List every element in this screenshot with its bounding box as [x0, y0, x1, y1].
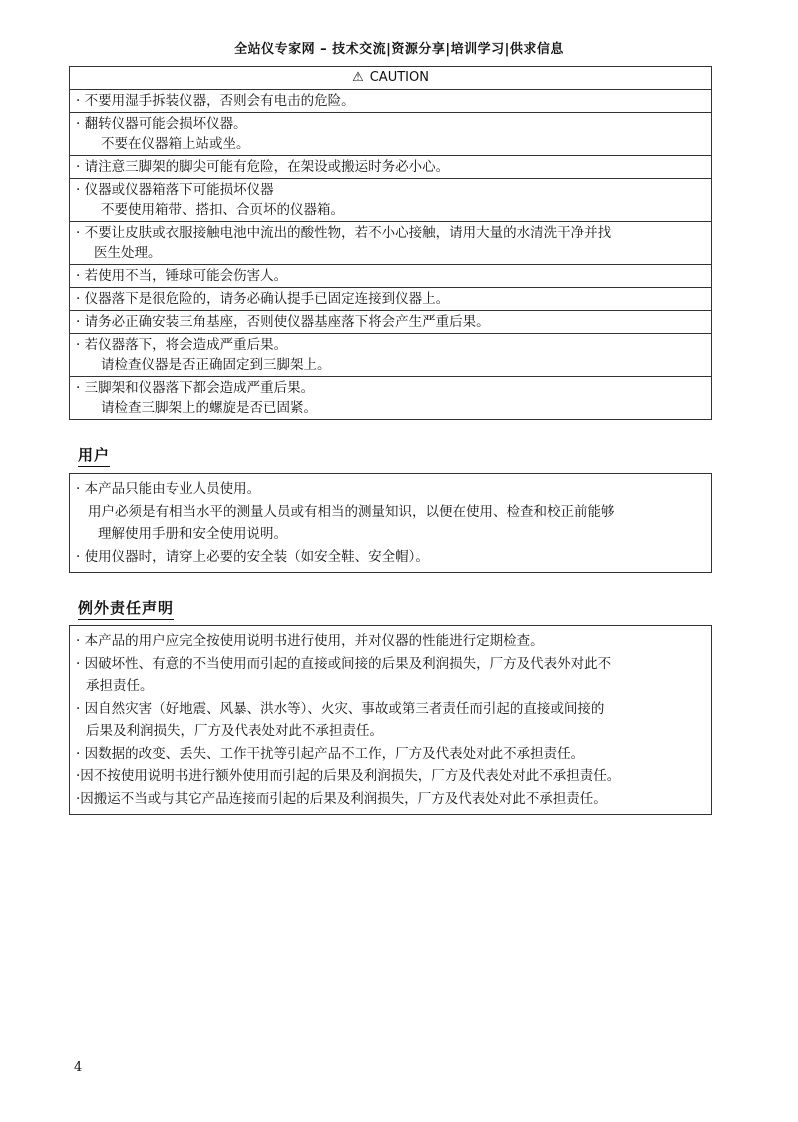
caution-text: · 不要用湿手拆装仪器，否则会有电击的危险。: [76, 93, 355, 109]
disclaimer-text: ·因不按使用说明书进行额外使用而引起的后果及利润损失，厂方及代表处对此不承担责任。: [76, 768, 621, 784]
disclaimer-text: · 因破坏性、有意的不当使用而引起的直接或间接的后果及利润损失，厂方及代表外对此不: [76, 655, 612, 672]
caution-header: [70, 67, 711, 90]
page-header: 全站仪专家网 – 技术交流|资源分享|培训学习|供求信息: [234, 42, 564, 57]
disclaimer-text: · 因自然灾害（好地震、风暴、洪水等）、火灾、事故或第三者责任而引起的直接或间接的: [76, 700, 605, 717]
caution-text: · 请务必正确安装三角基座，否则使仪器基座落下将会产生严重后果。: [76, 314, 490, 330]
user-section-title: 用户: [78, 444, 110, 467]
caution-row: [70, 377, 711, 419]
caution-text: 不要使用箱带、搭扣、合页坏的仪器箱。: [101, 202, 344, 218]
caution-text: · 请注意三脚架的脚尖可能有危险，在架设或搬运时务必小心。: [76, 159, 450, 175]
disclaimer-box: [69, 625, 712, 815]
user-text: 理解使用手册和安全使用说明。: [98, 526, 287, 542]
caution-row: [70, 334, 711, 377]
caution-text: 不要在仪器箱上站或坐。: [101, 136, 250, 152]
caution-text: · 若仪器落下，将会造成严重后果。: [76, 337, 288, 353]
caution-row: [70, 265, 711, 288]
caution-row: [70, 288, 711, 311]
disclaimer-text: 承担责任。: [86, 678, 154, 694]
caution-table: [69, 66, 712, 420]
caution-text: · 翻转仪器可能会损坏仪器。: [76, 116, 247, 132]
caution-label: CAUTION: [369, 70, 429, 85]
caution-row: [70, 179, 711, 222]
page-number: 4: [74, 1060, 83, 1075]
disclaimer-text: · 因数据的改变、丢失、工作干扰等引起产品不工作，厂方及代表处对此不承担责任。: [76, 745, 585, 762]
caution-row: [70, 311, 711, 334]
user-box: [69, 473, 712, 573]
disclaimer-text: · 本产品的用户应完全按使用说明书进行使用，并对仪器的性能进行定期检查。: [76, 633, 544, 649]
disclaimer-text: ·因搬运不当或与其它产品连接而引起的后果及利润损失，厂方及代表处对此不承担责任。: [76, 790, 607, 807]
caution-text: · 仪器或仪器箱落下可能损坏仪器: [76, 182, 274, 198]
caution-text: 请检查仪器是否正确固定到三脚架上。: [101, 357, 331, 373]
caution-row: [70, 222, 711, 265]
caution-text: 请检查三脚架上的螺旋是否已固紧。: [101, 400, 317, 416]
user-text: · 使用仪器时，请穿上必要的安全装（如安全鞋、安全帽）。: [76, 548, 429, 565]
caution-text: · 不要让皮肤或衣服接触电池中流出的酸性物，若不小心接触，请用大量的水清洗干净并找: [76, 225, 612, 241]
caution-text: · 若使用不当，锤球可能会伤害人。: [76, 268, 288, 284]
caution-row: [70, 156, 711, 179]
user-text: · 本产品只能由专业人员使用。: [76, 481, 261, 497]
caution-row: [70, 90, 711, 113]
disclaimer-text: 后果及利润损失，厂方及代表处对此不承担责任。: [86, 723, 383, 739]
caution-text: · 仪器落下是很危险的，请务必确认提手已固定连接到仪器上。: [76, 291, 450, 307]
caution-text: 医生处理。: [94, 245, 162, 261]
caution-row: [70, 113, 711, 156]
warning-triangle-icon: ⚠: [352, 70, 364, 85]
caution-text: · 三脚架和仪器落下都会造成严重后果。: [76, 380, 315, 396]
user-text: 用户必须是有相当水平的测量人员或有相当的测量知识，以便在使用、检查和校正前能够: [88, 503, 615, 520]
disclaimer-section-title: 例外责任声明: [78, 597, 174, 620]
